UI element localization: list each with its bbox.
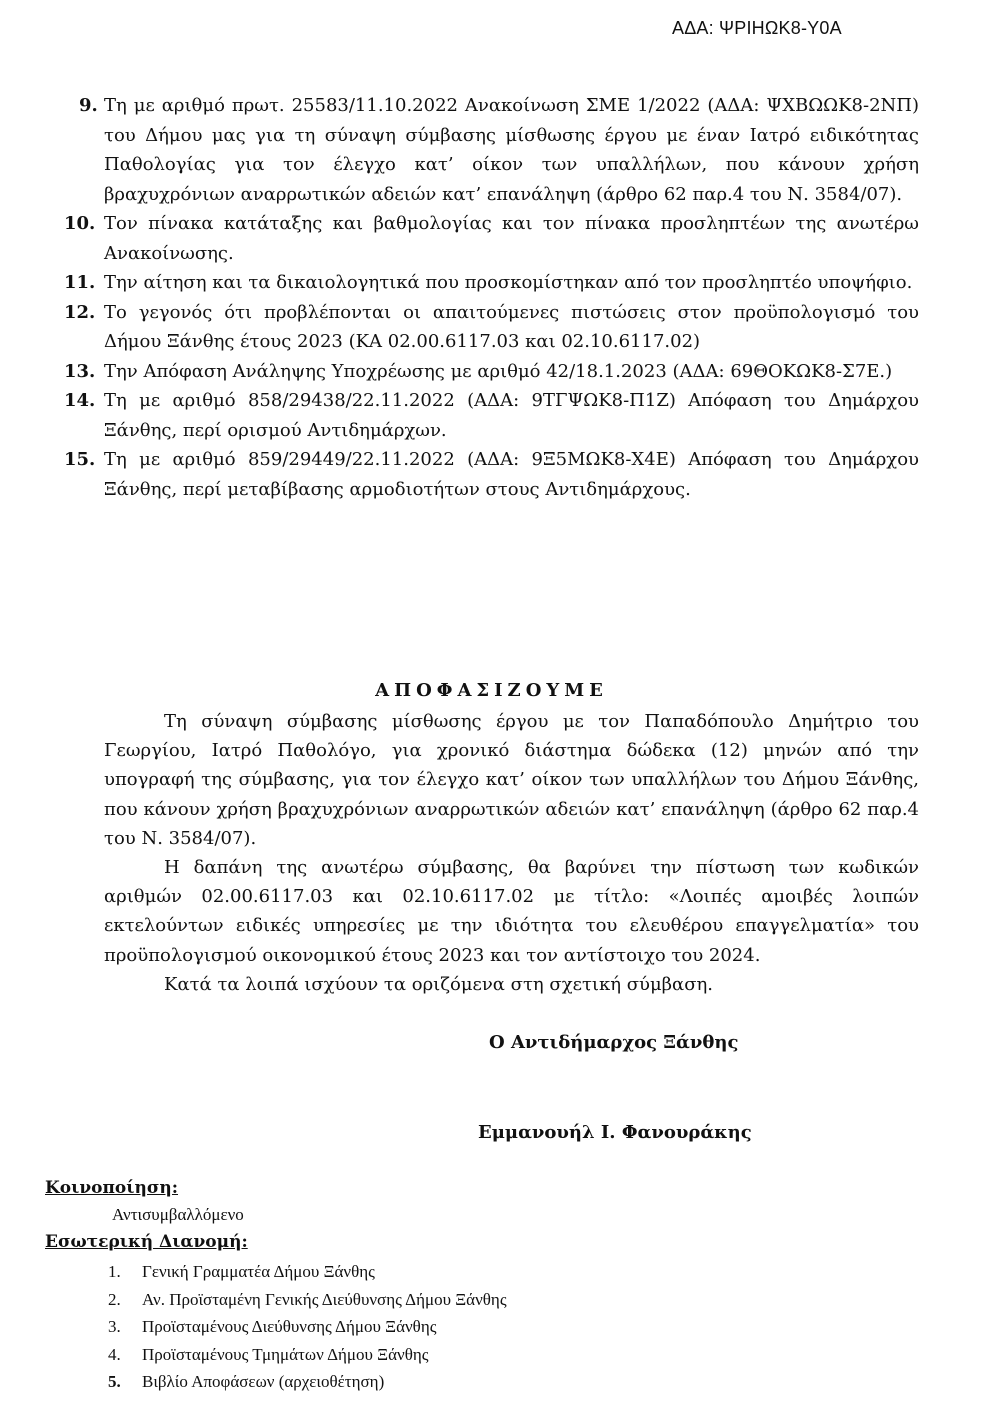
item-text: Προϊσταμένους Τμημάτων Δήμου Ξάνθης [142, 1344, 429, 1364]
consideration-item [64, 209, 919, 268]
distribution-item [108, 1286, 507, 1314]
internal-distribution-list [108, 1258, 507, 1396]
decision-paragraph: Η δαπάνη της ανωτέρω σύμβασης, θα βαρύνει την πίστωση των κωδικών αριθμών 02.00.6117.03 και 02.10.6117.02 με τίτλο: «Λοιπές αμοιβές λοιπών εκτελούντων ειδικές υπηρεσίες με την ιδιότητα του ελευθέρου επαγγελματία» του προϋπολογισμού οικονομικού έτους 2023 και τον αντίστοιχο του 2024. [104, 857, 919, 966]
item-text: Τη με αριθμό 859/29449/22.11.2022 (ΑΔΑ: 9Ξ5ΜΩΚ8-Χ4Ε) Απόφαση του Δημάρχου Ξάνθης, περί μεταβίβασης αρμοδιοτήτων στους Αντιδημάρχους. [104, 449, 919, 500]
item-text: Το γεγονός ότι προβλέπονται οι απαιτούμενες πιστώσεις στον προϋπολογισμό του Δήμου Ξάνθης έτους 2023 (ΚΑ 02.00.6117.03 και 02.10.6117.02) [104, 301, 919, 352]
item-number: 1. [108, 1262, 121, 1281]
item-text: Προϊσταμένους Διεύθυνσης Δήμου Ξάνθης [142, 1317, 437, 1336]
decision-body [104, 707, 919, 999]
consideration-item [64, 91, 919, 209]
consideration-item [64, 445, 919, 504]
item-number: 14. [64, 390, 96, 411]
item-text: Την αίτηση και τα δικαιολογητικά που προσκομίστηκαν από τον προσληπτέο υποψήφιο. [104, 272, 913, 293]
consideration-item [64, 298, 919, 357]
signatory-name: Εμμανουήλ Ι. Φανουράκης [478, 1122, 752, 1143]
decision-heading: ΑΠΟΦΑΣΙΖΟΥΜΕ [375, 680, 608, 701]
distribution-item [108, 1313, 507, 1341]
item-text: Τη με αριθμό 858/29438/22.11.2022 (ΑΔΑ: 9ΤΓΨΩΚ8-Π1Ζ) Απόφαση του Δημάρχου Ξάνθης, περί ορισμού Αντιδημάρχων. [104, 390, 919, 441]
distribution-item [108, 1258, 507, 1286]
item-text: Γενική Γραμματέα Δήμου Ξάνθης [142, 1262, 375, 1281]
item-text: Βιβλίο Αποφάσεων (αρχειοθέτηση) [142, 1372, 385, 1391]
item-number: 4. [108, 1344, 121, 1364]
notification-recipient: Αντισυμβαλλόμενο [112, 1205, 244, 1224]
decision-paragraph: Τη σύναψη σύμβασης μίσθωσης έργου με τον Παπαδόπουλο Δημήτριο του Γεωργίου, Ιατρό Παθολόγο, για χρονικό διάστημα δώδεκα (12) μηνών από την υπογραφή της σύμβασης, για τον έλεγχο κατ’ οίκον των υπαλλήλων του Δήμου Ξάνθης, που κάνουν χρήση βραχυχρόνιων αναρρωτικών αδειών κατ’ επανάληψη (άρθρο 62 παρ.4 του Ν. 3584/07). [104, 711, 919, 849]
item-text: Τη με αριθμό πρωτ. 25583/11.10.2022 Ανακοίνωση ΣΜΕ 1/2022 (ΑΔΑ: ΨΧΒΩΩΚ8-2ΝΠ) του Δήμου μας για τη σύναψη σύμβασης μίσθωσης έργου με έναν Ιατρό ειδικότητας Παθολογίας για τον έλεγχο κατ’ οίκον των υπαλλήλων, που κάνουν χρήση βραχυχρόνιων αναρρωτικών αδειών κατ’ επανάληψη (άρθρο 62 παρ.4 του Ν. 3584/07). [104, 95, 919, 205]
item-number: 10. [64, 213, 96, 234]
notification-label: Κοινοποίηση: [45, 1178, 179, 1198]
item-number: 13. [64, 360, 96, 382]
document-ada-code: ΑΔΑ: ΨΡΙΗΩΚ8-Υ0Α [672, 18, 842, 38]
distribution-item [108, 1341, 507, 1369]
item-number: 11. [64, 272, 96, 293]
item-number: 12. [64, 301, 96, 323]
item-text: Την Απόφαση Ανάληψης Υποχρέωσης με αριθμό 42/18.1.2023 (ΑΔΑ: 69ΘΟΚΩΚ8-Σ7Ε.) [104, 360, 893, 382]
consideration-item [64, 386, 919, 445]
item-number: 15. [64, 449, 96, 470]
internal-distribution-label: Εσωτερική Διανομή: [45, 1232, 248, 1252]
item-number: 2. [108, 1289, 121, 1309]
item-number: 9. [79, 95, 98, 116]
item-number: 3. [108, 1317, 121, 1336]
consideration-item [64, 357, 919, 387]
signatory-title: Ο Αντιδήμαρχος Ξάνθης [489, 1032, 739, 1053]
considerations-list [64, 91, 919, 504]
item-text: Τον πίνακα κατάταξης και βαθμολογίας και τον πίνακα προσληπτέων της ανωτέρω Ανακοίνωσης. [104, 213, 919, 264]
consideration-item [64, 268, 919, 298]
item-number: 5. [108, 1372, 121, 1391]
distribution-item [108, 1368, 507, 1396]
item-text: Αν. Προϊσταμένη Γενικής Διεύθυνσης Δήμου Ξάνθης [142, 1289, 507, 1309]
decision-paragraph: Κατά τα λοιπά ισχύουν τα οριζόμενα στη σχετική σύμβαση. [164, 973, 713, 995]
